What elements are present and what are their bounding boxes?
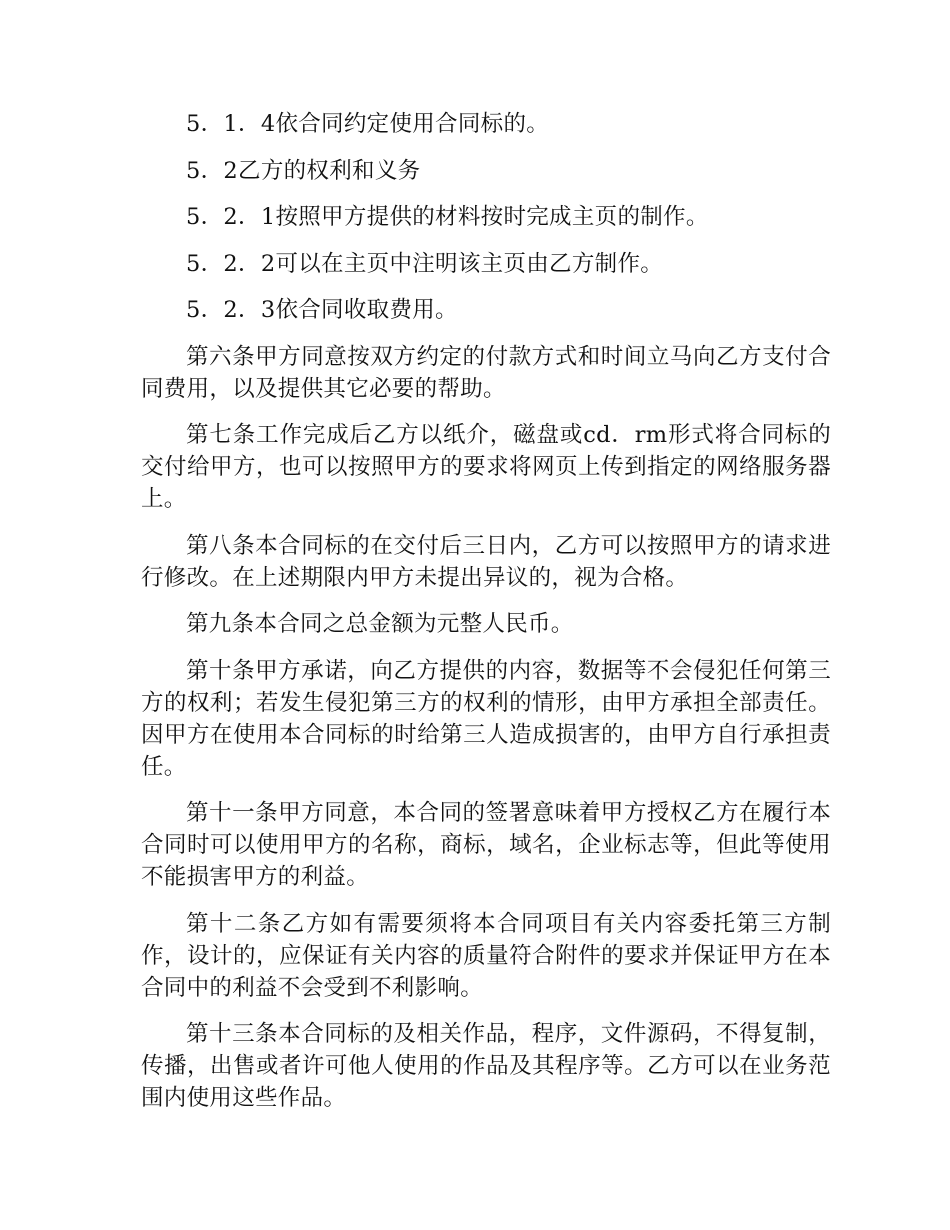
article-11: 第十一条甲方同意，本合同的签署意味着甲方授权乙方在履行本合同时可以使用甲方的名称，商标，域名，企业标志等，但此等使用不能损害甲方的利益。 — [141, 800, 831, 890]
clause-5-2-heading: 5．2乙方的权利和义务 — [186, 157, 421, 184]
clause-5-2-2: 5．2．2可以在主页中注明该主页由乙方制作。 — [186, 250, 664, 277]
document-body — [141, 108, 831, 1129]
article-9: 第九条本合同之总金额为元整人民币。 — [186, 611, 574, 637]
clause-5-2-1: 5．2．1按照甲方提供的材料按时完成主页的制作。 — [186, 204, 709, 230]
clause-5-1-4: 5．1．4依合同约定使用合同标的。 — [186, 111, 550, 137]
clause-5-2-3: 5．2．3依合同收取费用。 — [186, 297, 458, 323]
article-13: 第十三条本合同标的及相关作品，程序，文件源码，不得复制，传播，出售或者许可他人使用的作品及其程序等。乙方可以在业务范围内使用这些作品。 — [141, 1021, 831, 1111]
article-8: 第八条本合同标的在交付后三日内，乙方可以按照甲方的请求进行修改。在上述期限内甲方未提出异议的，视为合格。 — [141, 532, 831, 591]
article-10: 第十条甲方承诺，向乙方提供的内容，数据等不会侵犯任何第三方的权利；若发生侵犯第三方的权利的情形，由甲方承担全部责任。因甲方在使用本合同标的时给第三人造成损害的，由甲方自行承担责任。 — [141, 657, 831, 780]
article-12: 第十二条乙方如有需要须将本合同项目有关内容委托第三方制作，设计的，应保证有关内容的质量符合附件的要求并保证甲方在本合同中的利益不会受到不利影响。 — [141, 910, 831, 1001]
article-7: 第七条工作完成后乙方以纸介，磁盘或cd．rm形式将合同标的交付给甲方，也可以按照甲方的要求将网页上传到指定的网络服务器上。 — [141, 422, 831, 512]
article-6: 第六条甲方同意按双方约定的付款方式和时间立马向乙方支付合同费用，以及提供其它必要的帮助。 — [141, 343, 831, 402]
